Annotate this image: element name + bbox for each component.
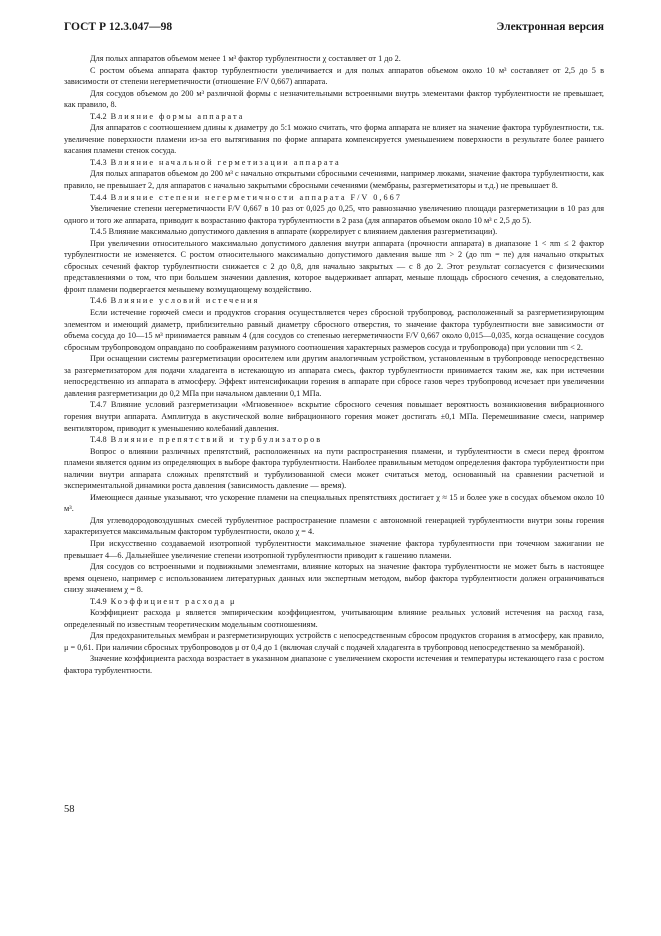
edition-label: Электронная версия: [496, 21, 604, 33]
document-body: [64, 53, 604, 677]
section-heading: [64, 295, 604, 307]
section-heading: [64, 192, 604, 204]
body-paragraph: Имеющиеся данные указывают, что ускорение пламени на специальных препятствиях достигает χ ≈ 15 и более уже в сосудах объемом около 10 м³.: [64, 492, 604, 514]
section-number: Т.4.6: [90, 296, 107, 306]
section-title: Влияние начальной герметизации аппарата: [110, 157, 341, 167]
body-paragraph: Т.4.7 Влияние условий разгерметизации «Мгновенное» вскрытие сбросного сечения повышает вероятность возникновения вибрационного горения внутри аппарата. Амплитуда в акустической волне вибрационного горения может достигать ±0,1 МПа. Перемешивание смеси, например вентилятором, приводит к уменьшению колебаний давления.: [64, 400, 604, 433]
body-paragraph: Если истечение горючей смеси и продуктов сгорания осуществляется через сбросной трубопровод, расположенный за разгерметизирующим элементом и имеющий диаметр, приблизительно равный диаметру сбросного отверстия, то значение фактора турбулентности вне зависимости от объема сосуда до 10—15 м³ принимается равным 4 (для сосудов со степенью негерметичности F/V 0,667 около 0,015—0,035, когда оснащение сосудов сбросным трубопроводом оправдано по соображениям разумного соотношения характерных размеров сосуда и трубопровода) при условии πm < 2.: [64, 308, 604, 352]
body-paragraph: Для аппаратов с соотношением длины к диаметру до 5:1 можно считать, что форма аппарата не влияет на значение фактора турбулентности, т.к. увеличение поверхности пламени из-за его вытягивания по форме аппарата компенсируется уменьшением поверхности в результате более раннего касания пламени стенок сосуда.: [64, 123, 604, 156]
page-header: [64, 21, 604, 37]
section-title: Влияние препятствий и турбулизаторов: [110, 435, 323, 445]
section-heading: [64, 596, 604, 608]
body-paragraph: С ростом объема аппарата фактор турбулентности увеличивается и для полых аппаратов объемом около 10 м³ составляет от 2,5 до 5 в зависимости от степени негерметичности (отношение F/V 0,667) аппарата.: [64, 65, 604, 87]
section-title: Коэффициент расхода μ: [110, 596, 237, 606]
document-code: ГОСТ Р 12.3.047—98: [64, 21, 173, 33]
section-number: Т.4.9: [90, 596, 107, 606]
body-paragraph: Для сосудов объемом до 200 м³ различной формы с незначительными встроенными внутрь элементами фактор турбулентности не превышает, как правило, 8.: [64, 88, 604, 110]
body-paragraph: Для углеводородовоздушных смесей турбулентное распространение пламени с автономной генерацией турбулентности внутри зоны горения характеризуется максимальным фактором турбулентности, около χ = 4.: [64, 515, 604, 537]
section-heading: [64, 434, 604, 446]
body-paragraph: Коэффициент расхода μ является эмпирическим коэффициентом, учитывающим влияние реальных условий истечения на расход газа, определенный по известным теоретическим модельным соотношениям.: [64, 608, 604, 629]
section-title: Влияние формы аппарата: [110, 111, 245, 121]
body-paragraph: Для предохранительных мембран и разгерметизирующих устройств с непосредственным сбросом продуктов сгорания в атмосферу, как правило, μ = 0,61. При наличии сбросных трубопроводов μ от 0,4 до 1 (включая случай с подачей хладагента в трубопровод непосредственно за мембраной).: [64, 631, 604, 652]
body-paragraph: Т.4.5 Влияние максимально допустимого давления в аппарате (коррелирует с влиянием давления разгерметизации).: [90, 227, 498, 237]
body-paragraph: Для полых аппаратов объемом до 200 м³ с начально открытыми сбросными сечениями, например люками, значение фактора турбулентности, как правило, не превышает 2, для аппаратов с начально закрытыми сбросными сечениями (мембраны, разгерметизаторы и т.д.) не превышает 8.: [64, 169, 604, 191]
body-paragraph: Вопрос о влиянии различных препятствий, расположенных на пути распространения пламени, и турбулентности в смеси перед фронтом пламени является одним из определяющих в выборе фактора турбулентности. Наиболее правильным методом определения фактора турбулентности при наличии внутри аппарата сложных препятствий и турбулизованной смеси может считаться метод, основанный на сравнении расчетной и экспериментальной динамики роста давления (зависимость давление — время).: [64, 446, 604, 491]
section-title: Влияние условий истечения: [110, 296, 260, 306]
section-number: Т.4.3: [90, 157, 107, 167]
body-paragraph: Для сосудов со встроенными и подвижными элементами, влияние которых на значение фактора турбулентности не может быть в настоящее время оценено, например с использованием литературных данных или экспертным методом, выбор фактора турбулентности должен ограничиваться снизу значением χ = 8.: [64, 562, 604, 595]
section-heading: [64, 111, 604, 123]
body-paragraph: Увеличение степени негерметичности F/V 0,667 в 10 раз от 0,025 до 0,25, что равнозначно увеличению площади разгерметизации в 10 раз для одного и того же аппарата, приводит к возрастанию фактора турбулентности в 2 раза (для аппаратов объемом около 10 м³ с 2,5 до 5).: [64, 204, 604, 225]
section-heading: [64, 157, 604, 169]
body-paragraph: При оснащении системы разгерметизации оросителем или другим аналогичным устройством, установленным в трубопроводе непосредственно за разгерметизатором для подачи хладагента в истекающую из аппарата смесь, фактор турбулентности принимается таким же, как при истечении непосредственно из аппарата в атмосферу. Эффект интенсификации горения в аппарате при сбросе газов через трубопровод исчезает при увеличении давления разгерметизации до 0,2 МПа при начальном давлении 0,1 МПа.: [64, 354, 604, 398]
body-paragraph: Значение коэффициента расхода возрастает в указанном диапазоне с увеличением скорости истечения и температуры истекающего газа с ростом фактора турбулентности.: [64, 654, 604, 675]
section-number: Т.4.4: [90, 192, 107, 202]
section-number: Т.4.8: [90, 435, 107, 445]
body-paragraph: При искусственно создаваемой изотропной турбулентности максимальное значение фактора турбулентности при точечном зажигании не превышает 4—6. Дальнейшее увеличение степени изотропной турбулентности приводит к гашению пламени.: [64, 538, 604, 560]
body-paragraph: При увеличении относительного максимально допустимого давления внутри аппарата (прочности аппарата) в диапазоне 1 < πm ≤ 2 фактор турбулентности не изменяется. С ростом относительного максимально допустимого давления выше πm > 2 (до πm = πe) для начально открытых сбросных сечений фактор турбулентности снижается с 2 до 0,8, для начально закрытых — с 8 до 2. Этот результат согласуется с физическими представлениями о том, что при большем значении давления, которое выдерживает аппарат, меньше площадь сбросного сечения, а следовательно, фронт пламени подвергается меньшему возмущающему воздействию.: [64, 238, 604, 294]
section-title: Влияние степени негерметичности аппарата F/V 0,667: [110, 192, 402, 202]
page-number: 58: [64, 804, 75, 815]
section-number: Т.4.2: [90, 111, 107, 121]
body-paragraph: Для полых аппаратов объемом менее 1 м³ фактор турбулентности χ составляет от 1 до 2.: [90, 54, 401, 63]
